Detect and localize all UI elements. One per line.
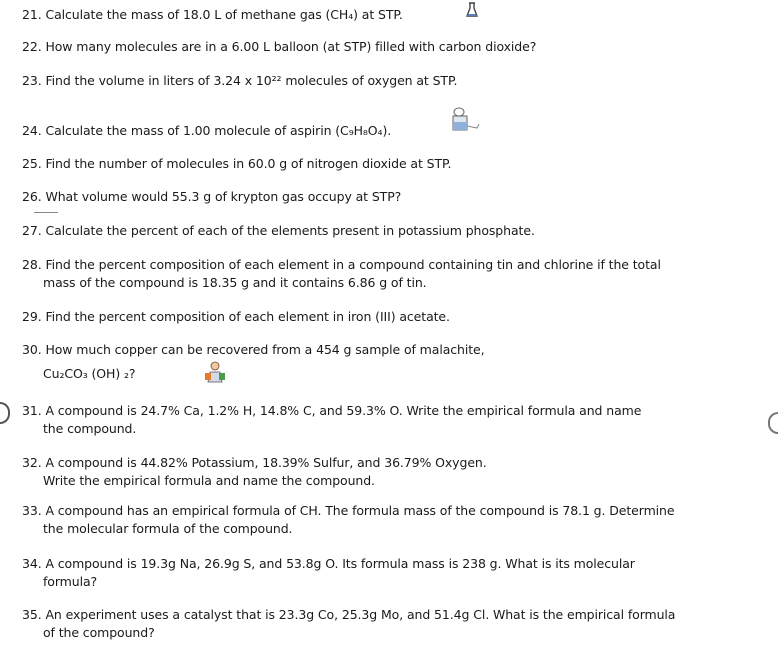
question-31-line1: 31. A compound is 24.7% Ca, 1.2% H, 14.8% C, and 59.3% O. Write the empirical formula and name [22, 403, 642, 418]
question-31-line2: the compound. [43, 421, 137, 436]
question-35-line1: 35. An experiment uses a catalyst that is 23.3g Co, 25.3g Mo, and 51.4g Cl. What is the empirical formula [22, 607, 676, 622]
question-22-text: 22. How many molecules are in a 6.00 L balloon (at STP) filled with carbon dioxide? [22, 39, 537, 54]
question-24 [22, 122, 391, 140]
question-23-text: 23. Find the volume in liters of 3.24 x 10²² molecules of oxygen at STP. [22, 73, 458, 88]
question-34-line1: 34. A compound is 19.3g Na, 26.9g S, and 53.8g O. Its formula mass is 238 g. What is its molecular [22, 556, 635, 571]
flask-icon [465, 2, 479, 18]
question-32-line1: 32. A compound is 44.82% Potassium, 18.39% Sulfur, and 36.79% Oxygen. [22, 455, 487, 470]
question-23 [22, 72, 457, 90]
stray-pen-mark [34, 212, 58, 213]
question-28 [22, 256, 661, 292]
question-28-line1: 28. Find the percent composition of each element in a compound containing tin and chlorine if the total [22, 257, 661, 272]
question-29-text: 29. Find the percent composition of each element in iron (III) acetate. [22, 309, 450, 324]
question-35-line2: of the compound? [43, 625, 155, 640]
question-24-text: 24. Calculate the mass of 1.00 molecule of aspirin (C₉H₈O₄). [22, 123, 392, 138]
question-21 [22, 6, 403, 24]
question-33-line2: the molecular formula of the compound. [43, 521, 293, 536]
question-35 [22, 606, 675, 642]
question-26 [22, 188, 401, 206]
question-34-line2: formula? [43, 574, 98, 589]
question-30 [22, 341, 485, 383]
question-30-line2: Cu₂CO₃ (OH) ₂? [43, 366, 136, 381]
question-30-line1: 30. How much copper can be recovered from a 454 g sample of malachite, [22, 342, 485, 357]
question-27 [22, 222, 535, 240]
question-22 [22, 38, 536, 56]
question-33-line1: 33. A compound has an empirical formula of CH. The formula mass of the compound is 78.1 g. Determine [22, 503, 675, 518]
question-34 [22, 555, 635, 591]
binder-hole-mark-right [768, 412, 778, 434]
question-21-text: 21. Calculate the mass of 18.0 L of methane gas (CH₄) at STP. [22, 7, 403, 22]
binder-hole-mark-left [0, 402, 10, 424]
question-25 [22, 155, 451, 173]
question-25-text: 25. Find the number of molecules in 60.0 g of nitrogen dioxide at STP. [22, 156, 452, 171]
question-31 [22, 402, 641, 438]
question-32 [22, 454, 487, 490]
question-32-line2: Write the empirical formula and name the compound. [43, 473, 375, 488]
question-26-text: 26. What volume would 55.3 g of krypton gas occupy at STP? [22, 189, 402, 204]
question-29 [22, 308, 450, 326]
beaker-icon [449, 106, 483, 134]
scientist-clipart-icon [203, 360, 227, 384]
question-28-line2: mass of the compound is 18.35 g and it contains 6.86 g of tin. [43, 275, 427, 290]
question-33 [22, 502, 674, 538]
question-27-text: 27. Calculate the percent of each of the elements present in potassium phosphate. [22, 223, 535, 238]
